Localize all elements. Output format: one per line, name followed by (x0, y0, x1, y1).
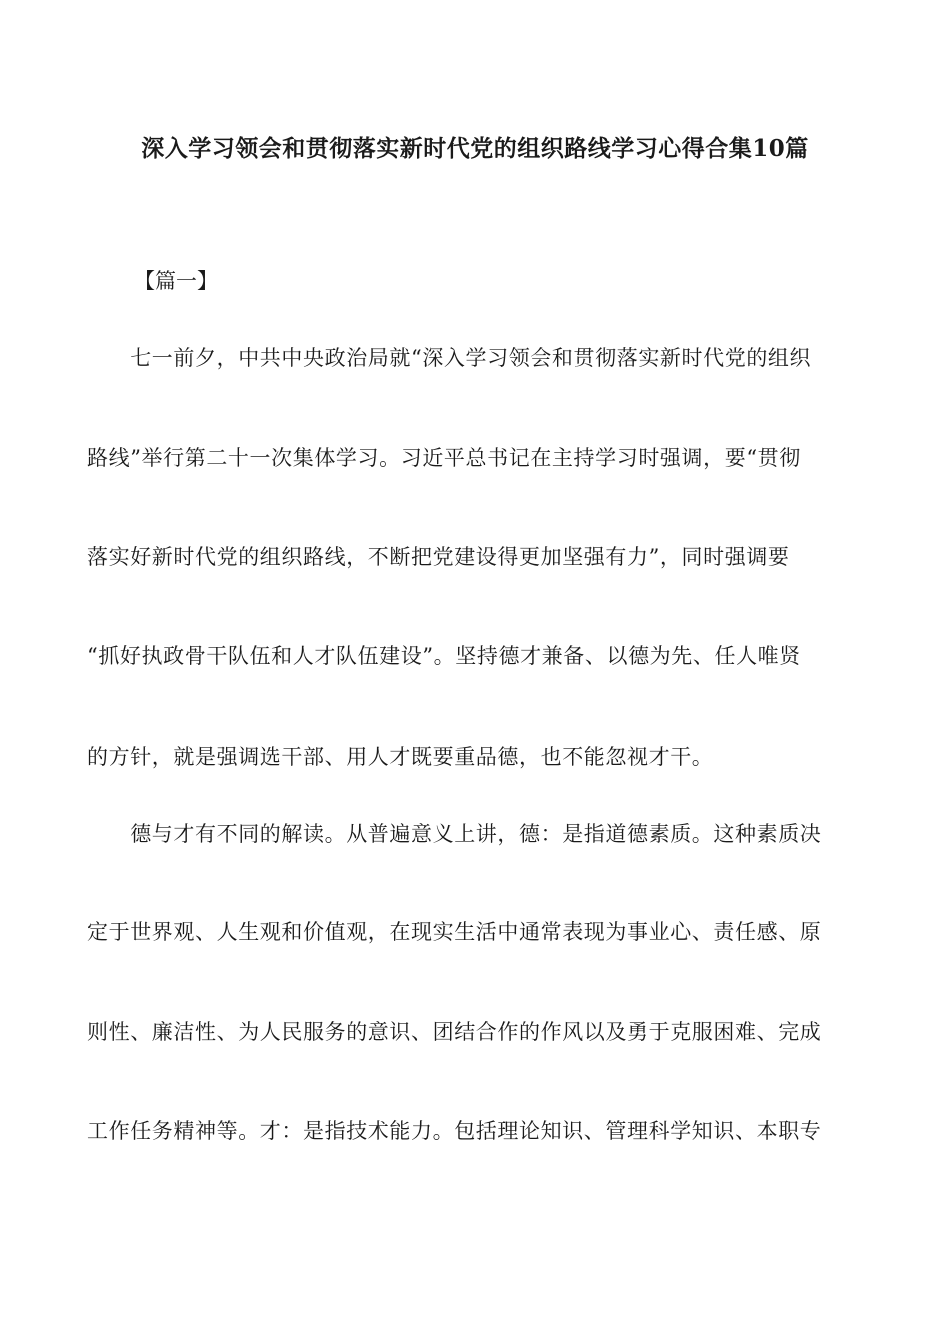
document-title: 深入学习领会和贯彻落实新时代党的组织路线学习心得合集10篇 (141, 135, 809, 162)
paragraph-line: 的方针，就是强调选干部、用人才既要重品德，也不能忽视才干。 (87, 745, 714, 769)
paragraph-line: 德与才有不同的解读。从普遍意义上讲，德：是指道德素质。这种素质决 (87, 822, 822, 846)
paragraph-line: 七一前夕，中共中央政治局就“深入学习领会和贯彻落实新时代党的组织 (87, 346, 812, 370)
paragraph-line: 则性、廉洁性、为人民服务的意识、团结合作的作风以及勇于克服困难、完成 (87, 1020, 822, 1044)
paragraph-line: 工作任务精神等。才：是指技术能力。包括理论知识、管理科学知识、本职专 (87, 1119, 822, 1143)
section-label: 【篇一】 (134, 269, 218, 293)
paragraph-line: “抓好执政骨干队伍和人才队伍建设”。坚持德才兼备、以德为先、任人唯贤 (87, 644, 801, 668)
paragraph-line: 路线”举行第二十一次集体学习。习近平总书记在主持学习时强调，要“贯彻 (87, 446, 801, 470)
paragraph-line: 定于世界观、人生观和价值观，在现实生活中通常表现为事业心、责任感、原 (87, 920, 822, 944)
paragraph-line: 落实好新时代党的组织路线，不断把党建设得更加坚强有力”，同时强调要 (87, 545, 790, 569)
